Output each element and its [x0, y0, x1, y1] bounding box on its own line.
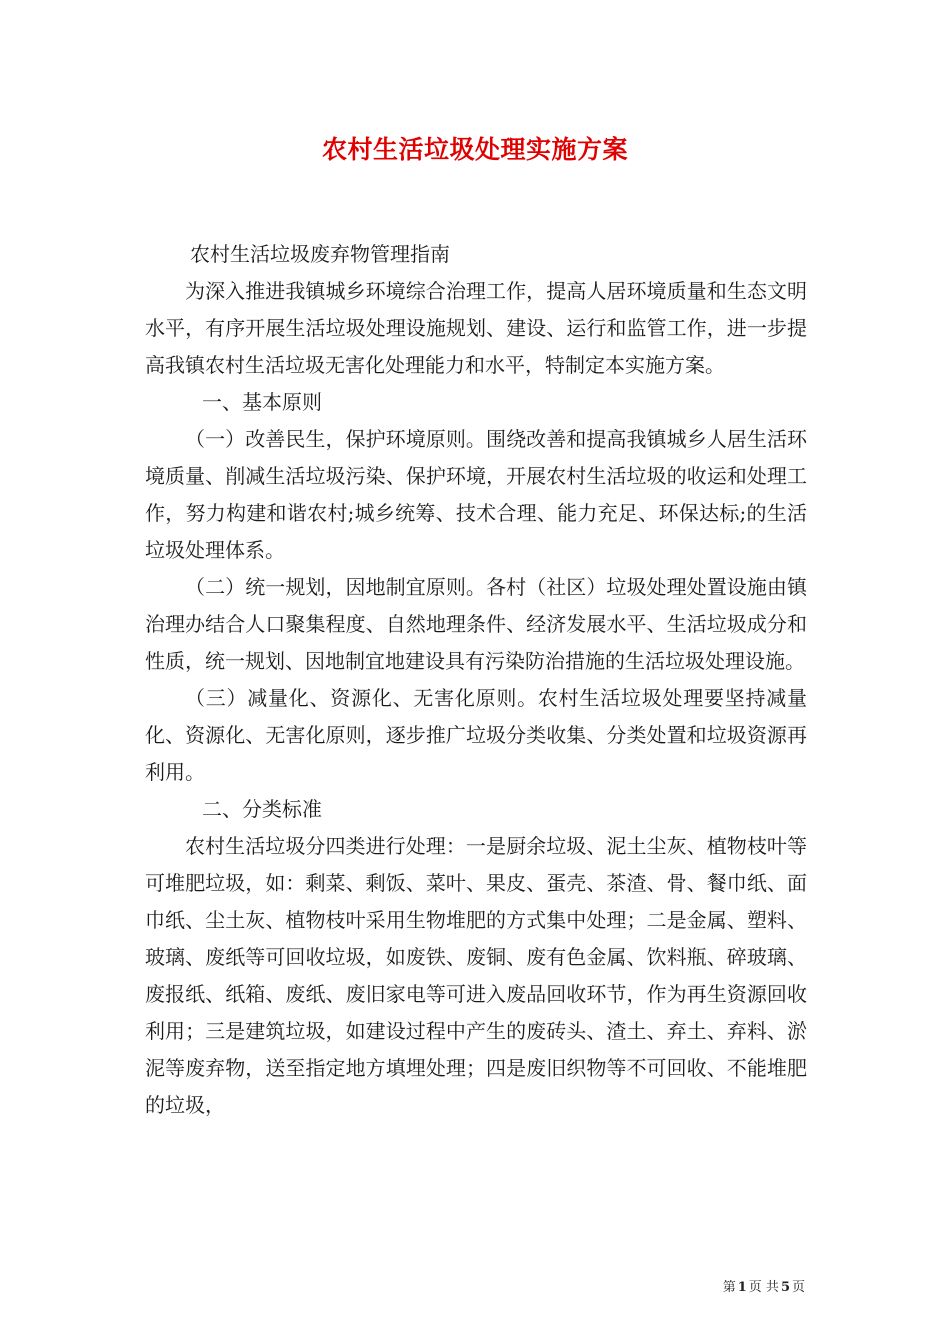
document-title: 农村生活垃圾处理实施方案 — [321, 135, 628, 164]
footer-middle: 页 共 — [748, 1280, 779, 1295]
document-body — [145, 236, 807, 1124]
section-heading-principles: 一、基本原则 — [202, 390, 322, 414]
footer-total-pages: 5 — [780, 1280, 790, 1295]
footer-suffix: 页 — [791, 1280, 805, 1295]
page-footer — [723, 1276, 805, 1295]
section-heading-classification: 二、分类标准 — [202, 797, 322, 821]
paragraph-principle-1: （一）改善民生，保护环境原则。围绕改善和提高我镇城乡人居生活环境质量、削减生活垃圾污染、保护环境，开展农村生活垃圾的收运和处理工作，努力构建和谐农村;城乡统筹、技术合理、能力充足、环保达标;的生活垃圾处理体系。 — [145, 427, 807, 562]
footer-prefix: 第 — [722, 1280, 736, 1295]
footer-page-number: 1 — [737, 1280, 747, 1295]
paragraph-principle-2: （二）统一规划，因地制宜原则。各村（社区）垃圾处理处置设施由镇治理办结合人口聚集程度、自然地理条件、经济发展水平、生活垃圾成分和性质，统一规划、因地制宜地建设具有污染防治措施的生活垃圾处理设施。 — [145, 575, 807, 673]
paragraph-intro: 为深入推进我镇城乡环境综合治理工作，提高人居环境质量和生态文明水平，有序开展生活垃圾处理设施规划、建设、运行和监管工作，进一步提高我镇农村生活垃圾无害化处理能力和水平，特制定本实施方案。 — [145, 279, 807, 377]
paragraph-principle-3: （三）减量化、资源化、无害化原则。农村生活垃圾处理要坚持减量化、资源化、无害化原则，逐步推广垃圾分类收集、分类处置和垃圾资源再利用。 — [145, 686, 807, 784]
paragraph-classification: 农村生活垃圾分四类进行处理：一是厨余垃圾、泥土尘灰、植物枝叶等可堆肥垃圾，如：剩菜、剩饭、菜叶、果皮、蛋壳、茶渣、骨、餐巾纸、面巾纸、尘土灰、植物枝叶采用生物堆肥的方式集中处理；二是金属、塑料、玻璃、废纸等可回收垃圾，如废铁、废铜、废有色金属、饮料瓶、碎玻璃、废报纸、纸箱、废纸、废旧家电等可进入废品回收环节，作为再生资源回收利用；三是建筑垃圾，如建设过程中产生的废砖头、渣土、弃土、弃料、淤泥等废弃物，送至指定地方填埋处理；四是废旧织物等不可回收、不能堆肥的垃圾， — [145, 834, 807, 1117]
document-subtitle: 农村生活垃圾废弃物管理指南 — [190, 242, 450, 266]
